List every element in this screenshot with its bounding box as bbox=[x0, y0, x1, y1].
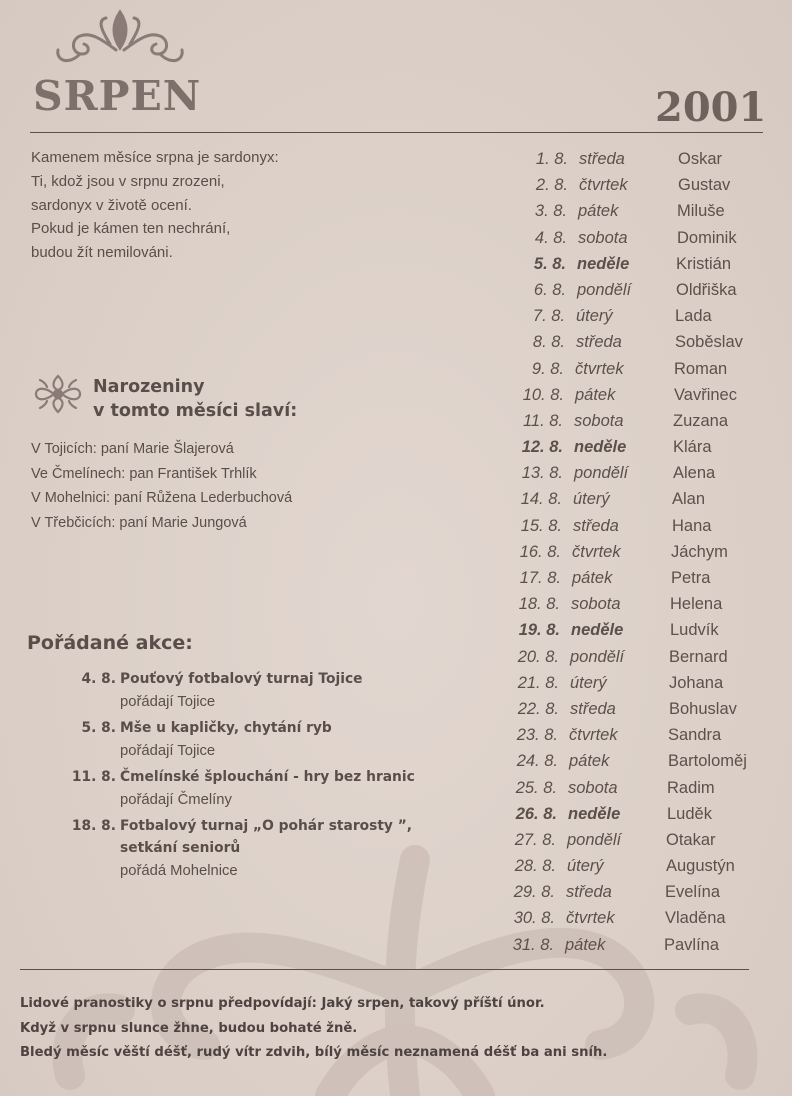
birthday-item: V Mohelnici: paní Růžena Lederbuchová bbox=[31, 490, 293, 506]
event-title: Fotbalový turnaj „O pohár starosty ”, bbox=[120, 818, 413, 834]
calendar-name: Alena bbox=[673, 464, 716, 483]
calendar-date: 29. 8. bbox=[513, 883, 555, 902]
calendar-date: 16. 8. bbox=[519, 542, 561, 561]
calendar-row bbox=[480, 383, 780, 409]
calendar-date: 4. 8. bbox=[534, 228, 567, 247]
calendar-date: 15. 8. bbox=[520, 516, 562, 535]
event-organizer: pořádá Mohelnice bbox=[120, 863, 238, 879]
proverbs bbox=[20, 992, 607, 1066]
calendar-row bbox=[480, 487, 780, 513]
calendar-date: 10. 8. bbox=[522, 385, 564, 404]
birthdays-title-line: v tomto měsíci slaví: bbox=[93, 401, 298, 421]
calendar-row bbox=[480, 697, 780, 723]
calendar-row bbox=[480, 880, 780, 906]
calendar-name: Helena bbox=[670, 595, 723, 614]
calendar-date: 11. 8. bbox=[522, 411, 563, 430]
calendar-day: úterý bbox=[573, 490, 610, 509]
calendar-day: čtvrtek bbox=[572, 542, 621, 561]
calendar-day: neděle bbox=[568, 804, 621, 823]
birthdays-title-line: Narozeniny bbox=[93, 377, 205, 397]
calendar-name: Evelína bbox=[665, 883, 721, 902]
calendar-date: 23. 8. bbox=[516, 726, 558, 745]
event-date: 11. 8. bbox=[71, 769, 116, 785]
calendar-date: 5. 8. bbox=[533, 254, 566, 273]
calendar-day: úterý bbox=[576, 307, 613, 326]
calendar-date: 26. 8. bbox=[515, 804, 557, 823]
calendar-date: 31. 8. bbox=[512, 935, 554, 954]
calendar-date: 12. 8. bbox=[521, 438, 563, 457]
birthdays-heading bbox=[93, 375, 297, 423]
calendar-day: středa bbox=[576, 333, 622, 352]
birthday-item: V Třebčicích: paní Marie Jungová bbox=[31, 514, 247, 531]
calendar-name: Jáchym bbox=[671, 542, 728, 561]
calendar-name: Dominik bbox=[677, 228, 737, 247]
poem-line: sardonyx v životě ocení. bbox=[31, 196, 192, 214]
calendar-date: 20. 8. bbox=[517, 647, 559, 666]
calendar-date: 19. 8. bbox=[518, 621, 560, 640]
year-label: 2001 bbox=[655, 84, 767, 131]
calendar-day: středa bbox=[570, 699, 616, 718]
calendar-name: Alan bbox=[672, 490, 706, 509]
calendar-row bbox=[480, 226, 780, 252]
proverb-line: Lidové pranostiky o srpnu předpovídají: Jaký srpen, takový příští únor. bbox=[20, 996, 545, 1011]
calendar-date: 18. 8. bbox=[518, 595, 560, 614]
calendar-name: Otakar bbox=[666, 830, 716, 849]
calendar-row bbox=[480, 147, 780, 173]
calendar-day: pátek bbox=[578, 202, 619, 221]
proverb-line: Když v srpnu slunce žhne, budou bohaté žně. bbox=[20, 1020, 358, 1036]
calendar-name: Klára bbox=[673, 438, 712, 457]
ornament-icon bbox=[50, 8, 190, 70]
calendar-row bbox=[480, 514, 780, 540]
footer-divider bbox=[20, 969, 749, 970]
calendar-row bbox=[480, 461, 780, 487]
calendar-row bbox=[480, 278, 780, 304]
calendar-row bbox=[480, 357, 780, 383]
calendar-name: Kristián bbox=[676, 254, 732, 273]
calendar-day: pátek bbox=[575, 385, 616, 404]
calendar-name: Oldřiška bbox=[676, 280, 737, 299]
calendar-day: sobota bbox=[571, 595, 621, 614]
calendar-name: Bohuslav bbox=[669, 699, 737, 718]
calendar-day: úterý bbox=[567, 857, 604, 876]
calendar-row bbox=[480, 618, 780, 644]
calendar-row bbox=[480, 330, 780, 356]
event-title: Pouťový fotbalový turnaj Tojice bbox=[120, 671, 363, 687]
calendar-name: Pavlína bbox=[664, 935, 720, 954]
poem bbox=[31, 146, 279, 265]
calendar-row bbox=[480, 592, 780, 618]
calendar-name: Zuzana bbox=[673, 411, 729, 430]
calendar-date: 22. 8. bbox=[517, 699, 559, 718]
header-divider bbox=[30, 132, 763, 133]
calendar-row bbox=[480, 671, 780, 697]
poem-line: Ti, kdož jsou v srpnu zrozeni, bbox=[31, 172, 225, 190]
calendar-name: Gustav bbox=[678, 176, 731, 195]
calendar-date: 21. 8. bbox=[517, 673, 559, 692]
calendar-day: pátek bbox=[565, 935, 606, 954]
calendar-row bbox=[480, 199, 780, 225]
calendar-row bbox=[480, 776, 780, 802]
calendar-name: Lada bbox=[675, 307, 712, 326]
birthday-item: V Tojicích: paní Marie Šlajerová bbox=[31, 441, 234, 457]
event-organizer: pořádají Tojice bbox=[120, 743, 216, 759]
calendar-date: 1. 8. bbox=[535, 150, 568, 168]
calendar-day: pondělí bbox=[570, 647, 625, 666]
flower-ornament-icon bbox=[30, 372, 86, 416]
calendar-day: středa bbox=[573, 516, 619, 535]
calendar-row bbox=[480, 828, 780, 854]
calendar-date: 3. 8. bbox=[534, 202, 567, 221]
poem-line: budou žít nemilováni. bbox=[31, 244, 173, 262]
calendar-row bbox=[480, 409, 780, 435]
calendar-day: čtvrtek bbox=[566, 909, 615, 928]
calendar-name: Augustýn bbox=[666, 857, 735, 876]
calendar-date: 9. 8. bbox=[531, 359, 564, 378]
calendar-row bbox=[480, 802, 780, 828]
calendar-row bbox=[480, 173, 780, 199]
calendar-row bbox=[480, 304, 780, 330]
calendar-name: Bartoloměj bbox=[668, 752, 747, 771]
calendar-day: pátek bbox=[572, 569, 613, 587]
calendar-day: pondělí bbox=[567, 830, 622, 849]
event-item bbox=[30, 669, 470, 715]
calendar-day: pátek bbox=[569, 752, 610, 771]
event-date: 4. 8. bbox=[81, 671, 116, 687]
calendar-day: pondělí bbox=[577, 280, 632, 299]
calendar-date: 28. 8. bbox=[514, 857, 556, 876]
calendar-row bbox=[480, 252, 780, 278]
calendar-day: středa bbox=[566, 883, 612, 902]
calendar-row bbox=[480, 540, 780, 566]
birthdays-list bbox=[31, 437, 292, 535]
calendar-row bbox=[480, 645, 780, 671]
calendar-row bbox=[480, 933, 780, 959]
calendar-date: 6. 8. bbox=[533, 280, 566, 299]
calendar-day: sobota bbox=[578, 228, 628, 247]
event-item bbox=[30, 718, 470, 764]
calendar-name: Miluše bbox=[677, 202, 725, 221]
calendar-date: 24. 8. bbox=[516, 752, 558, 771]
poem-line: Kamenem měsíce srpna je sardonyx: bbox=[31, 149, 279, 166]
calendar-day: sobota bbox=[568, 778, 618, 797]
calendar-day: čtvrtek bbox=[569, 726, 618, 745]
calendar-name: Hana bbox=[672, 516, 712, 535]
events-list bbox=[30, 669, 470, 887]
proverb-line: Bledý měsíc věští déšť, rudý vítr zdvih, bílý měsíc neznamená déšť ba ani sníh. bbox=[20, 1045, 608, 1060]
calendar-date: 14. 8. bbox=[520, 490, 562, 509]
calendar-day: neděle bbox=[571, 621, 624, 640]
calendar-date: 2. 8. bbox=[535, 176, 568, 195]
calendar-name: Oskar bbox=[678, 150, 723, 168]
event-title: Mše u kapličky, chytání ryb bbox=[120, 720, 332, 736]
calendar-day: neděle bbox=[574, 438, 627, 457]
calendar-date: 25. 8. bbox=[515, 778, 557, 797]
birthday-item: Ve Čmelínech: pan František Trhlík bbox=[31, 465, 257, 482]
event-organizer: pořádají Čmelíny bbox=[120, 792, 232, 808]
calendar-day: pondělí bbox=[574, 464, 629, 483]
month-title: SRPEN bbox=[33, 72, 202, 120]
calendar-name: Vavřinec bbox=[674, 385, 737, 404]
calendar-row bbox=[480, 435, 780, 461]
calendar-date: 13. 8. bbox=[521, 464, 563, 483]
calendar-name: Radim bbox=[667, 778, 715, 797]
calendar-date: 30. 8. bbox=[513, 909, 555, 928]
calendar-name: Vladěna bbox=[665, 909, 726, 928]
calendar-row bbox=[480, 566, 780, 592]
calendar-day: středa bbox=[579, 150, 625, 168]
poem-line: Pokud je kámen ten nechrání, bbox=[31, 220, 231, 238]
event-item bbox=[30, 767, 470, 813]
calendar-date: 7. 8. bbox=[532, 307, 565, 326]
calendar-name: Soběslav bbox=[675, 333, 743, 352]
calendar-row bbox=[480, 906, 780, 932]
calendar-day: úterý bbox=[570, 673, 607, 692]
calendar-date: 8. 8. bbox=[532, 333, 565, 352]
calendar-name: Petra bbox=[671, 569, 711, 587]
calendar-day: neděle bbox=[577, 254, 630, 273]
calendar-name: Bernard bbox=[669, 647, 728, 666]
calendar-name: Sandra bbox=[668, 726, 722, 745]
event-title: Čmelínské šplouchání - hry bez hranic bbox=[120, 769, 415, 785]
event-date: 5. 8. bbox=[81, 720, 116, 736]
event-organizer: pořádají Tojice bbox=[120, 694, 216, 710]
calendar-date: 17. 8. bbox=[519, 569, 561, 587]
calendar-day: čtvrtek bbox=[579, 176, 628, 195]
calendar-name: Johana bbox=[669, 673, 724, 692]
calendar-date: 27. 8. bbox=[514, 830, 556, 849]
calendar-list bbox=[480, 147, 780, 959]
event-title-continued: setkání seniorů bbox=[120, 840, 241, 856]
calendar-name: Luděk bbox=[667, 804, 712, 823]
calendar-row bbox=[480, 854, 780, 880]
calendar-row bbox=[480, 723, 780, 749]
calendar-name: Ludvík bbox=[670, 621, 719, 640]
event-date: 18. 8. bbox=[71, 818, 116, 834]
calendar-day: čtvrtek bbox=[575, 359, 624, 378]
calendar-day: sobota bbox=[574, 411, 624, 430]
event-item bbox=[30, 816, 470, 884]
events-heading: Pořádané akce: bbox=[27, 632, 193, 654]
calendar-row bbox=[480, 749, 780, 775]
calendar-name: Roman bbox=[674, 359, 728, 378]
